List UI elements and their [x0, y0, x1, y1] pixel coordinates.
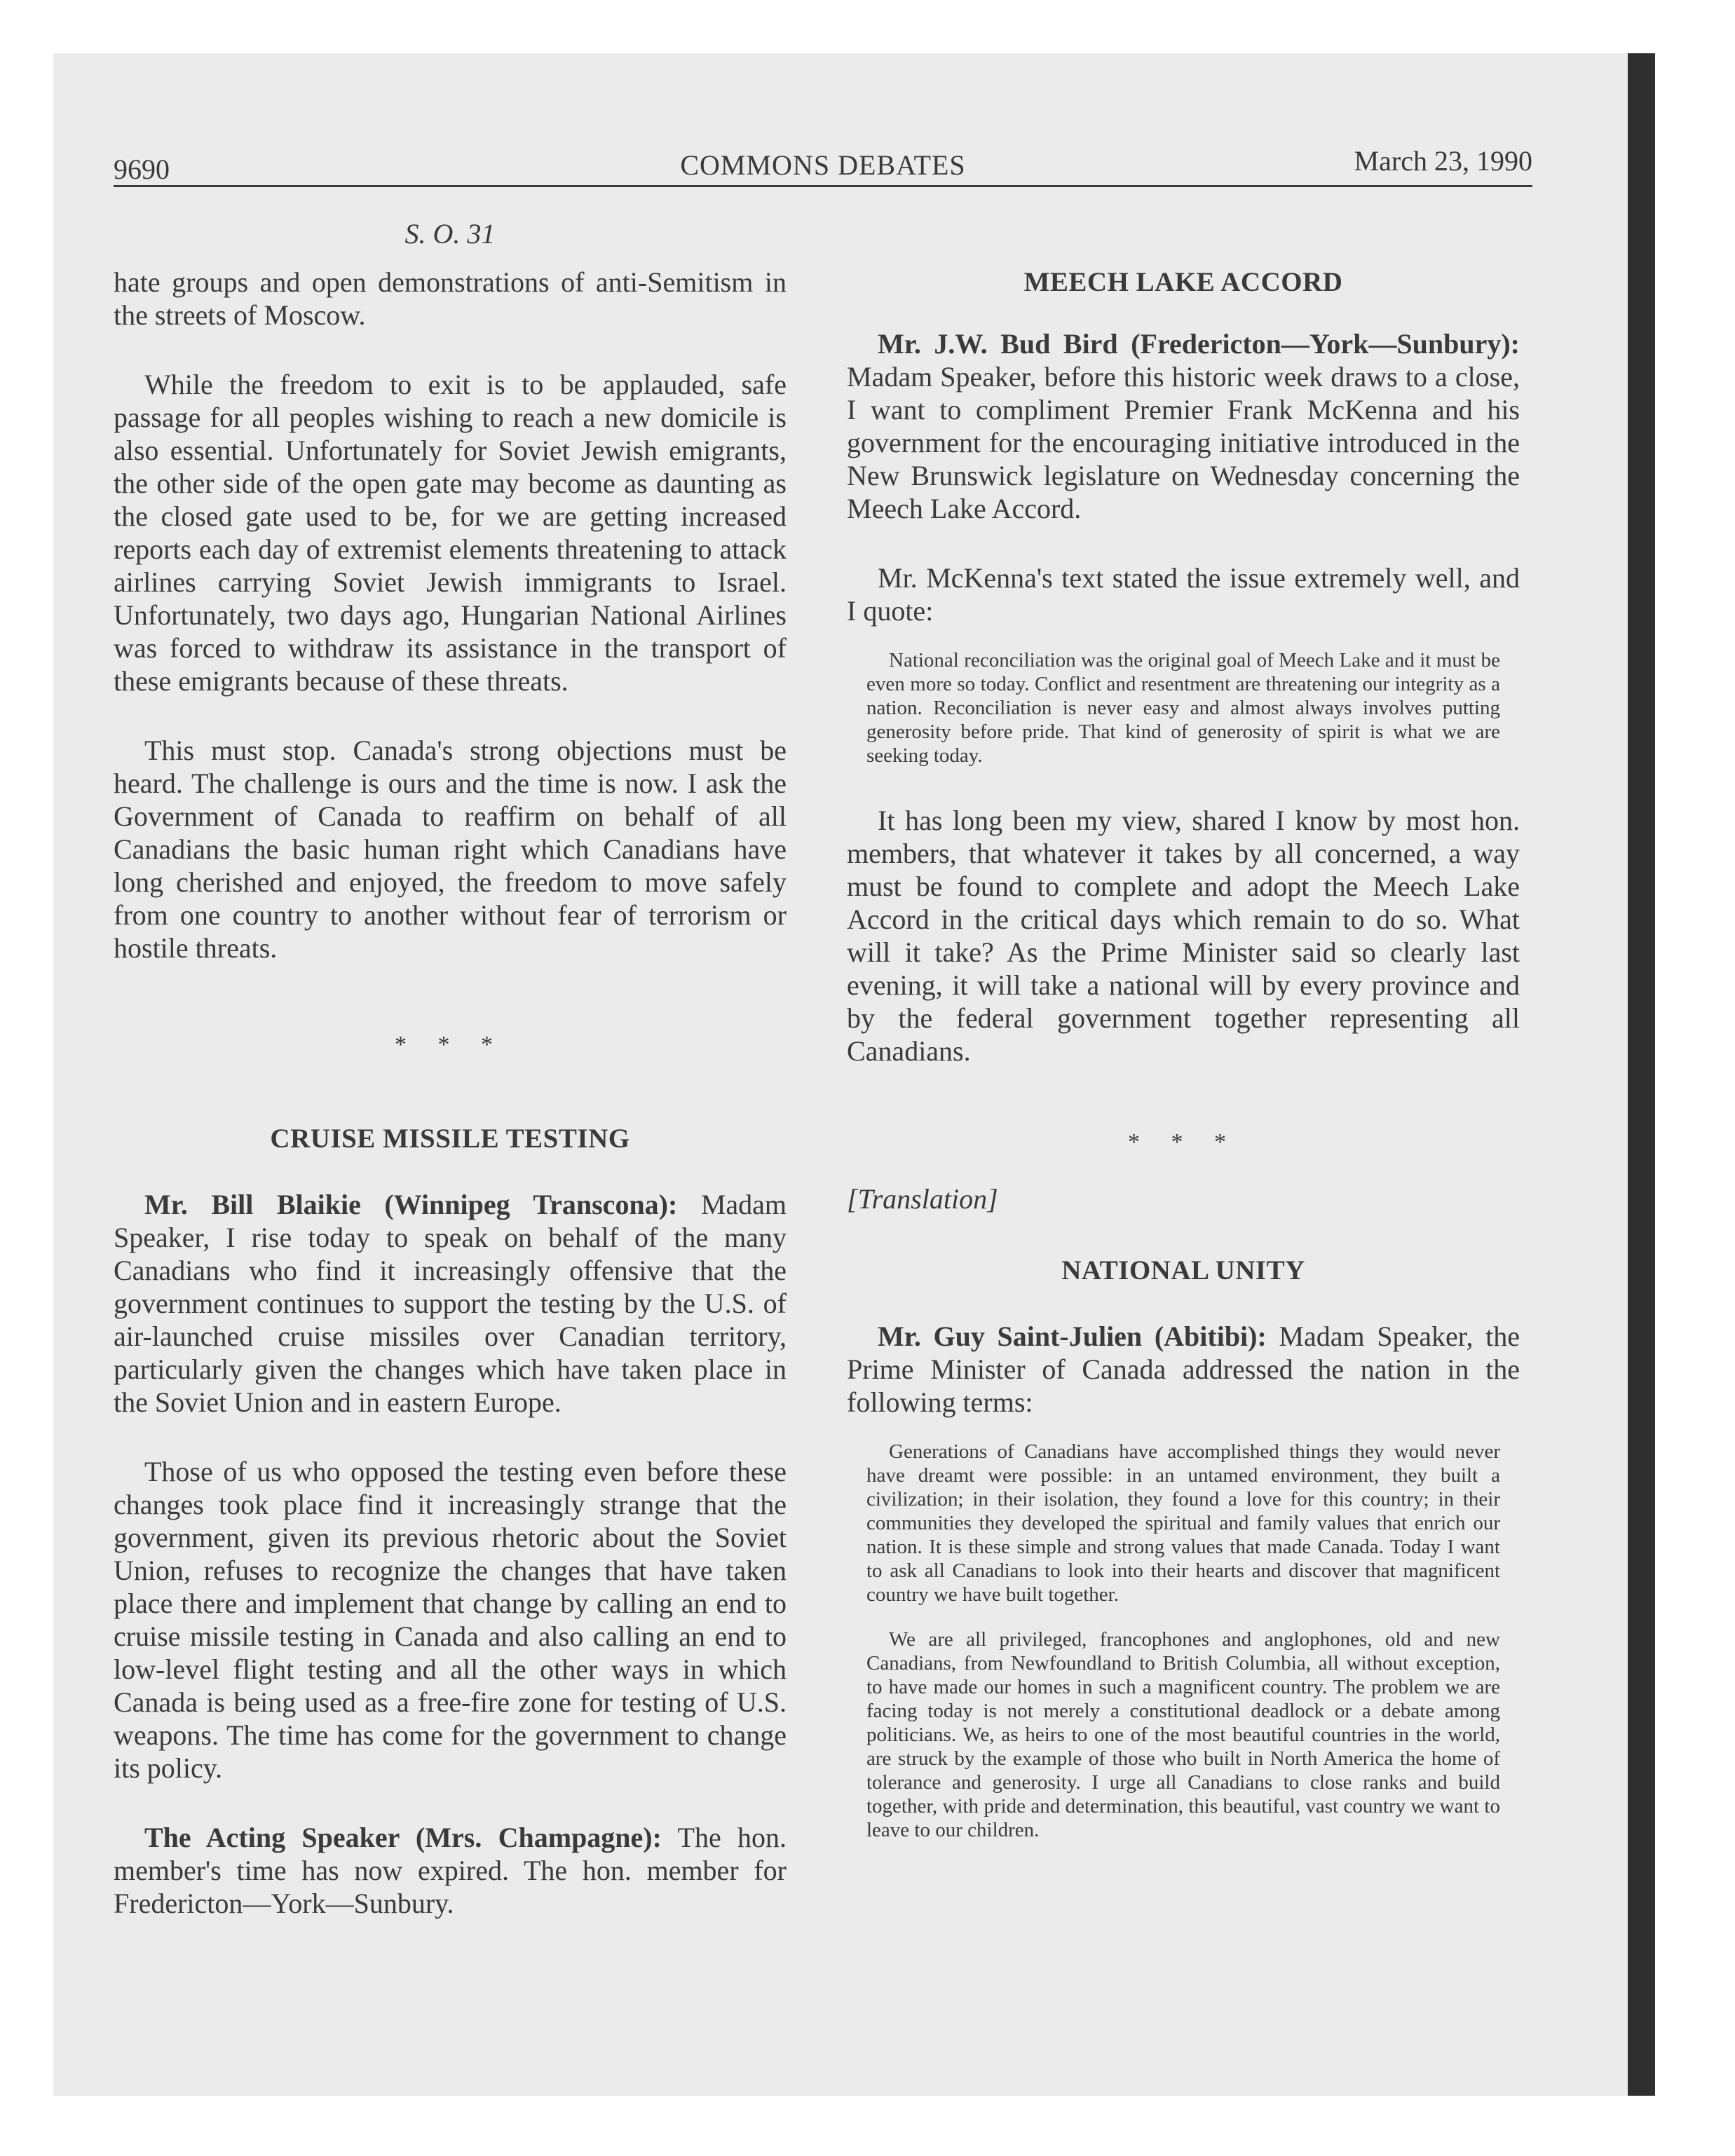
- speech-paragraph: [114, 1188, 787, 1419]
- speech-text: Madam Speaker, before this historic week draws to a close, I want to compliment Premier Frank McKenna and his government for the encouraging initiative introduced in the New Brunswick legislature on Wednesday concerning the Meech Lake Accord.: [847, 361, 1520, 524]
- speech-paragraph: [114, 1821, 787, 1920]
- section-separator: * * *: [1128, 1129, 1239, 1155]
- section-title-unity: NATIONAL UNITY: [1061, 1255, 1305, 1285]
- speaker-name: The Acting Speaker (Mrs. Champagne):: [144, 1822, 662, 1853]
- speaker-name: Mr. Guy Saint-Julien (Abitibi):: [878, 1321, 1267, 1352]
- paragraph: While the freedom to exit is to be applauded, safe passage for all peoples wishing to reach a new domicile is also essential. Unfortunately for Soviet Jewish emigrants, the other side of the open gate may become as daunting as the closed gate used to be, for we are getting increased reports each day of extremist elements threatening to attack airlines carrying Soviet Jewish immigrants to Israel. Unfortunately, two days ago, Hungarian National Airlines was forced to withdraw its assistance in the transport of these emigrants because of these threats.: [114, 369, 787, 697]
- speaker-name: Mr. Bill Blaikie (Winnipeg Transcona):: [144, 1189, 678, 1220]
- section-title-cruise: CRUISE MISSILE TESTING: [270, 1124, 630, 1154]
- page-header: [114, 144, 1532, 186]
- section-separator: * * *: [395, 1032, 505, 1058]
- block-quote: We are all privileged, francophones and anglophones, old and new Canadians, from Newfoundland to British Columbia, all without exception, to have made our homes in such a magnificent country. The problem we are facing today is not merely a constitutional deadlock or a debate among politicians. We, as heirs to one of the most beautiful countries in the world, are struck by the example of those who built in North America the home of tolerance and generosity. I urge all Canadians to close ranks and build together, with pride and determination, this beautiful, vast country we want to leave to our children.: [866, 1628, 1500, 1841]
- speech-text: Madam Speaker, I rise today to speak on behalf of the many Canadians who find it increasingly offensive that the government continues to support the testing by the U.S. of air-launched cruise missiles over Canadian territory, particularly given the changes which have taken place in the Soviet Union and in eastern Europe.: [114, 1189, 787, 1418]
- section-label: S. O. 31: [404, 218, 496, 250]
- speech-paragraph: [847, 1320, 1520, 1419]
- paragraph: Mr. McKenna's text stated the issue extremely well, and I quote:: [847, 562, 1520, 627]
- left-column: [114, 217, 787, 1956]
- speech-text: Madam Speaker, the Prime Minister of Canada addressed the nation in the following terms:: [847, 1321, 1520, 1418]
- block-quote: Generations of Canadians have accomplished things they would never have dreamt were possible: in an untamed environment, they built a civilization; in their isolation, they found a love for this country; in their communities they developed the spiritual and family values that enrich our nation. It is these simple and strong values that made Canada. Today I want to ask all Canadians to look into their hearts and discover that magnificent country we have built together.: [866, 1440, 1500, 1606]
- block-quote: National reconciliation was the original goal of Meech Lake and it must be even more so today. Conflict and resentment are threatening our integrity as a nation. Reconciliation is never easy and almost always involves putting generosity before pride. That kind of generosity of spirit is what we are seeking today.: [866, 649, 1500, 767]
- header-rule: [114, 185, 1532, 187]
- paragraph: It has long been my view, shared I know by most hon. members, that whatever it takes by all concerned, a way must be found to complete and adopt the Meech Lake Accord in the critical days which remain to do so. What will it take? As the Prime Minister said so clearly last evening, it will take a national will by every province and by the federal government together representing all Canadians.: [847, 805, 1520, 1067]
- paragraph: This must stop. Canada's strong objections must be heard. The challenge is ours and the time is now. I ask the Government of Canada to reaffirm on behalf of all Canadians the basic human right which Canadians have long cherished and enjoyed, the freedom to move safely from one country to another without fear of terrorism or hostile threats.: [114, 735, 787, 964]
- scan-edge-bar: [1628, 53, 1655, 2096]
- publication-date: March 23, 1990: [1354, 145, 1532, 177]
- page-number: 9690: [114, 153, 170, 185]
- paragraph: hate groups and open demonstrations of anti-Semitism in the streets of Moscow.: [114, 266, 787, 331]
- speech-paragraph: [847, 327, 1520, 525]
- section-title-meech: MEECH LAKE ACCORD: [1023, 267, 1343, 297]
- publication-title: COMMONS DEBATES: [680, 149, 966, 181]
- paragraph: Those of us who opposed the testing even before these changes took place find it increasingly strange that the government, given its previous rhetoric about the Soviet Union, refuses to recognize the changes that have taken place there and implement that change by calling an end to cruise missile testing in Canada and also calling an end to low-level flight testing and all the other ways in which Canada is being used as a free-fire zone for testing of U.S. weapons. The time has come for the government to change its policy.: [114, 1456, 787, 1784]
- speaker-name: Mr. J.W. Bud Bird (Fredericton—York—Sunbury):: [878, 328, 1520, 360]
- right-column: [847, 266, 1520, 1863]
- speech-text: The hon. member's time has now expired. The hon. member for Fredericton—York—Sunbury.: [114, 1822, 787, 1919]
- translation-note: [Translation]: [847, 1183, 998, 1215]
